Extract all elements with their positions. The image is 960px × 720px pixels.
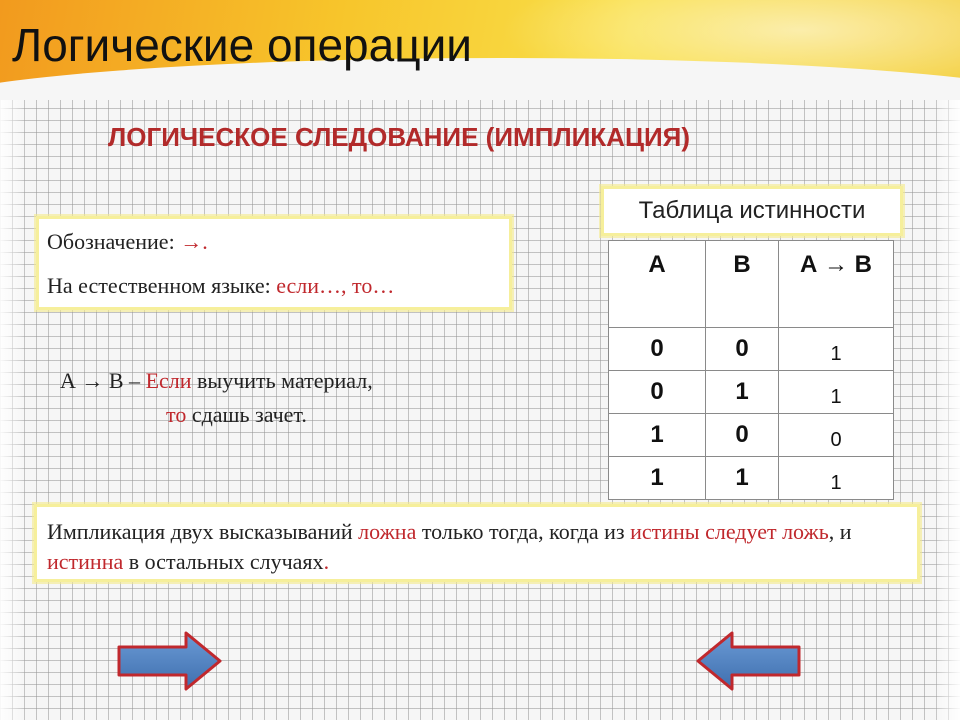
previous-slide-button[interactable] [694,630,802,692]
cell-b: 0 [706,328,779,371]
notation-box [36,216,512,310]
cell-b: 0 [706,414,779,457]
example-prefix: А → В – [60,368,146,393]
conclusion-false-word: ложна [358,519,417,544]
conclusion-part: , и [828,519,852,544]
next-slide-button[interactable] [116,630,224,692]
natural-language-line [47,273,394,299]
cell-b: 1 [706,371,779,414]
cell-a: 1 [609,414,706,457]
truth-table-caption-box [601,186,903,236]
header-implication: А → В [779,241,894,328]
header-b: В [706,241,779,328]
conclusion-truth-implies-false: истины следует ложь [630,519,829,544]
cell-a: 0 [609,328,706,371]
conclusion-period: . [323,549,330,574]
conclusion-true-word: истинна [47,549,124,574]
truth-table-caption: Таблица истинности [638,197,866,224]
slide-subtitle: ЛОГИЧЕСКОЕ СЛЕДОВАНИЕ (ИМПЛИКАЦИЯ) [108,122,690,152]
table-row [609,414,894,457]
cell-result: 0 [779,414,894,457]
right-fade [934,100,960,720]
example-line-1 [60,368,373,394]
truth-table-header-row [609,241,894,328]
left-fade [0,100,26,720]
natural-language-value: если…, то… [276,273,395,298]
cell-a: 1 [609,457,706,500]
cell-a: 0 [609,371,706,414]
notation-line [47,229,208,255]
conclusion-part: в остальных случаях [123,549,324,574]
arrow-right-icon [116,630,224,692]
cell-result: 1 [779,328,894,371]
example-if-word: Если [145,368,192,393]
table-row [609,457,894,500]
notation-label: Обозначение: [47,229,181,254]
cell-b: 1 [706,457,779,500]
notation-symbol: →. [180,229,208,254]
conclusion-part: Импликация двух высказываний [47,519,359,544]
page-title: Логические операции [12,19,472,71]
natural-language-label: На естественном языке: [47,273,277,298]
header-a: А [609,241,706,328]
arrow-left-icon [694,630,802,692]
example-rest-1: выучить материал, [191,368,373,393]
header-banner [0,0,960,100]
example-rest-2: сдашь зачет. [186,402,307,427]
table-row [609,328,894,371]
table-row [609,371,894,414]
cell-result: 1 [779,371,894,414]
example-line-2 [166,402,307,428]
cell-result: 1 [779,457,894,500]
example-then-word: то [166,402,187,427]
conclusion-part: только тогда, когда из [416,519,631,544]
conclusion-text [47,517,907,577]
truth-table [608,240,894,500]
conclusion-box [34,504,920,582]
